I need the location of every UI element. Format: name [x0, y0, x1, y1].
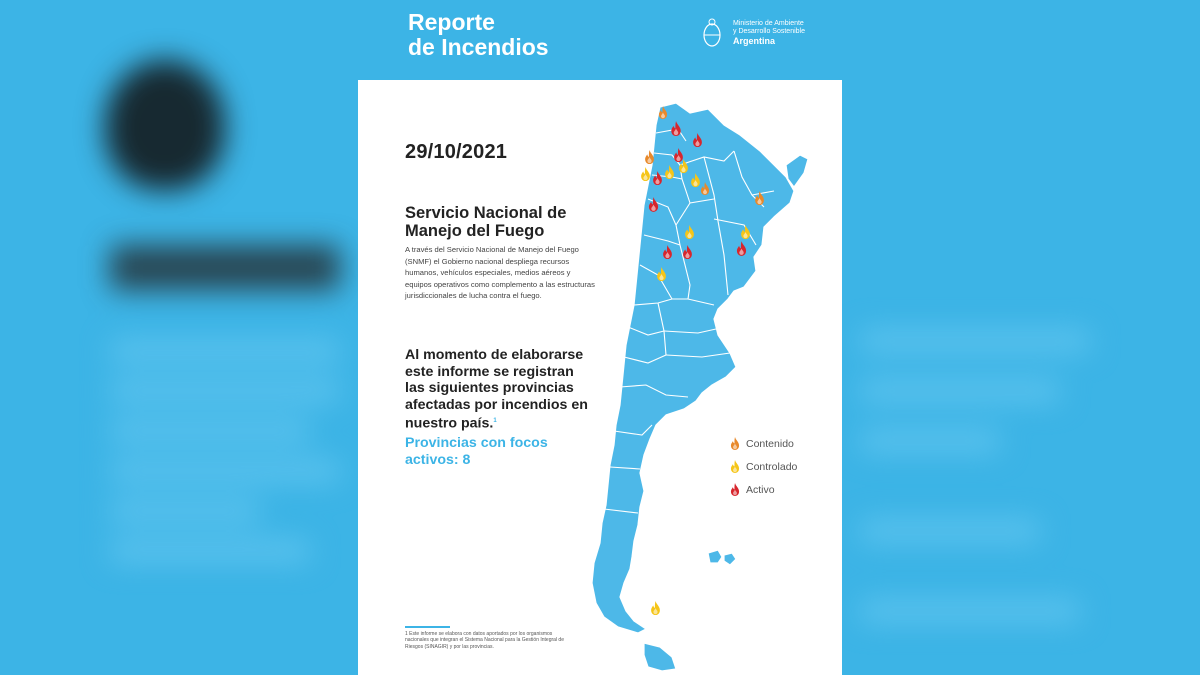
background-bar — [860, 430, 1000, 452]
service-title: Servicio Nacional de Manejo del Fuego — [405, 204, 567, 240]
flame-activo-icon — [730, 483, 740, 496]
background-bar — [110, 380, 340, 402]
footnote-divider — [405, 626, 450, 628]
ministry-label — [733, 20, 842, 47]
active-provinces-count: Provincias con focos activos: 8 — [405, 435, 548, 468]
flame-contenido-icon — [645, 150, 654, 164]
footnote-text: 1 Este informe se elabora con datos aportados por los organismos nacionales que integran el Sistema Nacional para la Gestión Integral de Riesgos (SINAGIR) y por las provincias. — [405, 631, 564, 650]
background-bar — [110, 420, 310, 442]
background-bar — [860, 520, 1040, 542]
tierra-del-fuego — [644, 643, 676, 671]
flame-controlado-icon — [730, 460, 740, 473]
background-bar — [110, 340, 340, 362]
report-title-line1: Reporte — [408, 9, 495, 35]
ministry-country: Argentina — [733, 36, 776, 46]
islas-malvinas-west — [724, 553, 736, 565]
report-header — [358, 0, 842, 80]
ministry-line2: y Desarrollo Sostenible — [733, 28, 805, 35]
argentina-fire-map — [568, 95, 842, 675]
statement-text — [405, 347, 595, 433]
background-bar — [110, 500, 260, 522]
ministry-line1: Ministerio de Ambiente — [733, 20, 804, 27]
background-flame-shape — [105, 60, 225, 190]
legend-item-controlado — [730, 455, 797, 478]
background-bar — [110, 540, 310, 562]
legend-item-activo — [730, 478, 797, 501]
background-bar — [860, 330, 1090, 352]
report-title — [408, 10, 608, 60]
flame-controlado-icon — [641, 167, 650, 181]
legend-label-contenido: Contenido — [746, 437, 794, 450]
flame-controlado-icon — [651, 601, 660, 615]
legend-label-controlado: Controlado — [746, 460, 798, 473]
statement-body: Al momento de elaborarse este informe se registran las siguientes provincias afectadas por incendios en nuestro país. — [405, 347, 588, 433]
background-dark-block — [110, 245, 340, 290]
report-date: 29/10/2021 — [405, 141, 508, 163]
legend-label-activo: Activo — [746, 483, 775, 496]
background-bar — [860, 600, 1080, 622]
flame-contenido-icon — [730, 437, 740, 450]
background-bar — [110, 460, 340, 482]
report-page — [358, 0, 842, 675]
footnote-marker: 1 — [493, 418, 497, 425]
report-title-line2: de Incendios — [408, 34, 549, 60]
legend-item-contenido — [730, 432, 797, 455]
background-bar — [860, 380, 1060, 402]
national-seal-icon — [702, 17, 722, 51]
map-legend — [730, 432, 797, 501]
islas-malvinas — [708, 550, 722, 563]
service-description: A través del Servicio Nacional de Manejo del Fuego (SNMF) el Gobierno nacional despliega recursos humanos, vehículos especiales, medios aéreos y equipos operativos como complemento a las estructuras jurisdiccionales de lucha contra el fuego. — [405, 245, 595, 301]
